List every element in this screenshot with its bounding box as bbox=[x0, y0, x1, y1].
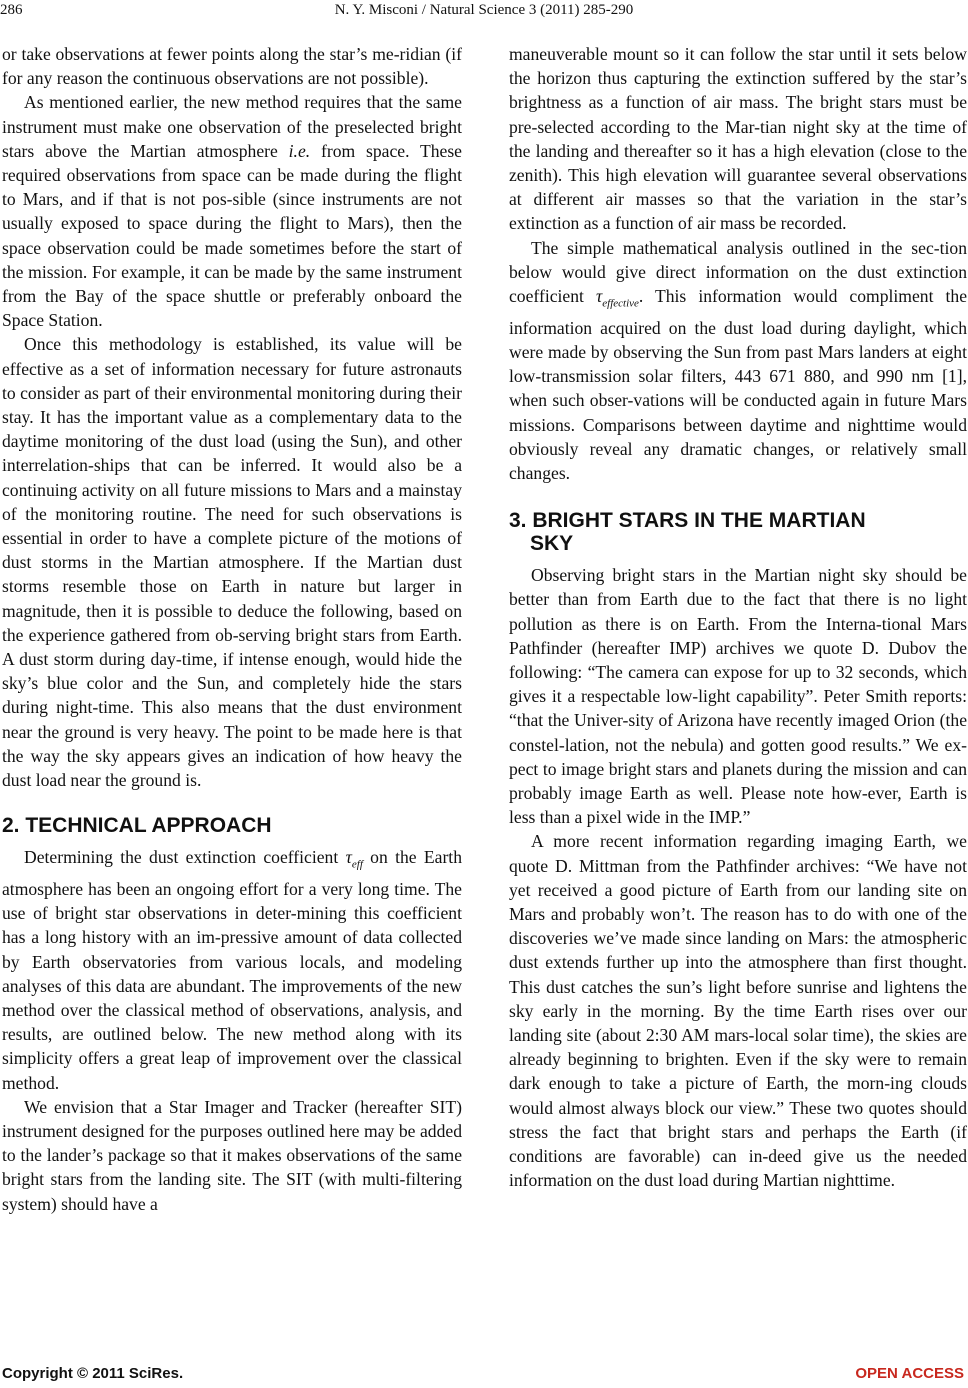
page-number: 286 bbox=[0, 2, 23, 18]
left-column bbox=[2, 42, 462, 1216]
paragraph bbox=[509, 236, 967, 486]
paragraph-text: . This information would compliment the information acquired on the dust load during daylight, which were made by observing the Sun from past Mars landers at eight low-transmission solar filters, 443 671 880, and 990 nm [1], when such obser-vations will be conducted again in future Mars missions. Comparisons between daytime and nighttime would obviously reveal any dramatic changes, or relatively small changes. bbox=[509, 286, 968, 483]
math-subscript: eff bbox=[351, 858, 363, 871]
page-footer bbox=[0, 1365, 968, 1387]
italic-text: i.e. bbox=[288, 140, 311, 161]
copyright-notice: Copyright © 2011 SciRes. bbox=[2, 1365, 184, 1382]
paragraph: Once this methodology is established, its value will be effective as a set of information necessary for future astronauts to consider as part of their environmental monitoring during their stay. It has the important value as a complementary data to the daytime monitoring of the dust load (using the Sun), and other interrelation-ships that can be inferred. It would also be a continuing activity on all future missions to Mars and a mainstay of the monitoring routine. The need for such observations is essential in order to have a complete picture of the motions of dust storms in the Martian atmosphere. If the Martian dust storms resemble those on Earth in nature but larger in magnitude, then it is possible to deduce the following, based on the experience gathered from ob-serving bright stars from Earth. A dust storm during day-time, if intense enough, would hide the sky’s blue color and the Sun, and completely hide the stars during night-time. This also means that the dust environment near the ground is very heavy. The point to be made here is that the way the sky appears gives an indication of how heavy the dust load near the ground is. bbox=[2, 334, 462, 791]
paragraph-text: from space. These required observations from space can be made during the flight to Mars, and if that is not pos-sible (since instruments are not usually exposed to space during the flight to Mars), then the space observation could be made sometimes before the start of the mission. For example, it can be made by the same instrument from the Bay of the space shuttle or preferably onboard the Space Station. bbox=[2, 140, 462, 331]
right-column bbox=[509, 42, 967, 1192]
paragraph: We envision that a Star Imager and Tracker (hereafter SIT) instrument designed for the purposes outlined here may be added to the lander’s package so that it makes observations of the same bright stars from the landing site. The SIT (with multi-filtering system) should have a bbox=[2, 1096, 462, 1214]
paragraph: maneuverable mount so it can follow the star until it sets below the horizon thus capturing the extinction suffered by the star’s brightness as a function of air mass. The bright stars must be pre-selected according to the Mar-tian night sky at the time of the landing and thereafter so it has a high elevation (close to the zenith). This high elevation will guarantee several observations at different air masses so that the variation in the star’s extinction as a function of air mass be recorded. bbox=[509, 44, 967, 234]
paragraph: or take observations at fewer points along the star’s me-ridian (if for any reason the continuous observations are not possible). bbox=[2, 44, 462, 89]
section-heading: 2. TECHNICAL APPROACH bbox=[2, 814, 272, 838]
math-symbol: τ bbox=[345, 847, 352, 868]
paragraph-text: The simple mathematical analysis outlined in the sec-tion below would give direct information on the dust extinction coefficient bbox=[509, 237, 967, 307]
page-header bbox=[0, 0, 968, 24]
paragraph: Observing bright stars in the Martian night sky should be better than from Earth due to the fact that there is no light pollution as there is on Earth. From the Interna-tional Mars Pathfinder (hereafter IMP) archives we quote D. Dubov the following: “The camera can expose for up to 32 seconds, which gives it a respectable low-light capability”. Peter Smith reports: “that the Univer-sity of Arizona have recently imaged Orion (the constel-lation, not the nebula) and gotten good results.” We ex-pect to image bright stars and planets during the mission and can probably image Earth as well. Please note how-ever, Earth is less than a pixel wide in the IMP.” bbox=[509, 565, 967, 828]
paragraph bbox=[2, 845, 462, 1095]
paragraph-text: Determining the dust extinction coefficient bbox=[24, 847, 346, 868]
running-title: N. Y. Misconi / Natural Science 3 (2011) 285-290 bbox=[334, 2, 634, 18]
open-access-label: OPEN ACCESS bbox=[855, 1365, 964, 1382]
math-subscript: effective bbox=[602, 297, 639, 310]
paragraph bbox=[2, 90, 462, 332]
section-heading-line: 3. BRIGHT STARS IN THE MARTIAN bbox=[509, 509, 866, 533]
section-heading bbox=[509, 509, 967, 555]
paragraph-text: As mentioned earlier, the new method requires that the same instrument must make one observation of the preselected bright stars above the Martian atmosphere bbox=[2, 92, 462, 161]
section-heading-line: SKY bbox=[530, 532, 574, 556]
paragraph-text: on the Earth atmosphere has been an ongoing effort for a very long time. The use of bright star observations in deter-mining this coefficient has a long history with an im-pressive amount of data collected by Earth observatories from various locals, and modeling analyses of this data are abundant. The improvements of the new method over the classical method of observations, analysis, and results, are outlined below. The new method along with its simplicity offers a great leap of improvement over the classical method. bbox=[2, 847, 462, 1093]
math-symbol: τ bbox=[595, 286, 603, 307]
paragraph: A more recent information regarding imaging Earth, we quote D. Mittman from the Pathfinder archives: “We have not yet received a good picture of Earth from our landing site on Mars and probably won’t. The reason has to do with one of the discoveries we’ve made since landing on Mars: the atmospheric dust extends further up into the atmosphere than first thought. This dust catches the sun’s light before sunrise and lightens the sky early in the morning. By the time Earth rises over our landing site (about 2:30 AM mars-local solar time), the skies are already beginning to brighten. Even if the sky were to remain dark enough to take a picture of Earth, the morn-ing clouds would almost always block our view.” These two quotes should stress the fact that bright stars and perhaps the Earth (if conditions are favorable) can in-deed give us the needed information on the dust load during Martian nighttime. bbox=[509, 831, 967, 1191]
